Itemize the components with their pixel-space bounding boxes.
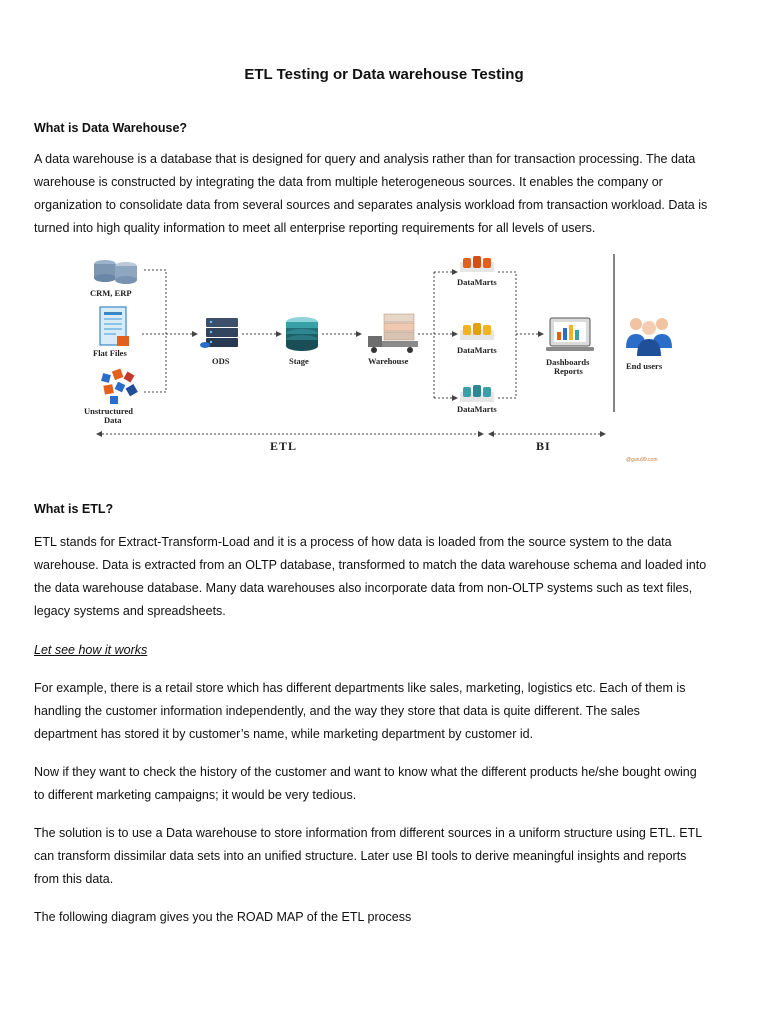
text-line: legacy systems and spreadsheets.: [34, 604, 226, 618]
heading-data-warehouse: What is Data Warehouse?: [34, 121, 188, 135]
text-line: handling the customer information independently, and the way they store that data is quite different. The sales: [34, 704, 640, 718]
arrowhead: [600, 431, 606, 437]
arrowhead: [538, 331, 544, 337]
users-icon: [626, 318, 672, 356]
paragraph-history: [34, 761, 734, 807]
text-line: turned into high quality information to meet all enterprise reporting requirements for all levels of users.: [34, 221, 596, 235]
label-unstructured: Unstructured: [84, 406, 133, 416]
page-title: ETL Testing or Data warehouse Testing: [244, 66, 524, 83]
paragraph-roadmap: The following diagram gives you the ROAD MAP of the ETL process: [34, 910, 412, 924]
text-line: can transform dissimilar data sets into an unified structure. Later use BI tools to derive meaningful insights and reports: [34, 849, 687, 863]
label-stage: Stage: [289, 356, 309, 366]
link-see-how-it-works[interactable]: Let see how it works: [34, 643, 148, 657]
text-line: the data warehouse database. Many data warehouses also incorporate data from non-OLTP systems such as text files,: [34, 581, 693, 595]
text-line: department has stored it by customer’s name, while marketing department by customer id.: [34, 727, 534, 741]
text-line: For example, there is a retail store which has different departments like sales, marketing, logistics etc. Each of them is: [34, 681, 686, 695]
text-line: to different marketing campaigns; it would be very tedious.: [34, 788, 357, 802]
cubes-icon: [460, 323, 494, 340]
document-icon: [100, 307, 129, 346]
server-icon: [200, 318, 238, 348]
label-ods: ODS: [212, 356, 230, 366]
text-line: The solution is to use a Data warehouse to store information from different sources in a uniform structure using ETL. ETL: [34, 826, 703, 840]
paragraph-data-warehouse: [34, 148, 734, 240]
text-line: from this data.: [34, 872, 114, 886]
label-end-users: End users: [626, 361, 663, 371]
source-bracket: [144, 270, 166, 392]
text-line: ETL stands for Extract-Transform-Load and it is a process of how data is loaded from the source system to the data: [34, 535, 672, 549]
arrowhead: [356, 331, 362, 337]
arrowhead: [478, 431, 484, 437]
text-line: warehouse is constructed by integrating the data from multiple heterogeneous sources. It enables the company or: [34, 175, 663, 189]
paragraph-etl: [34, 531, 734, 623]
arrowhead: [452, 395, 458, 401]
cubes-icon: [460, 385, 494, 402]
arrowhead: [192, 331, 198, 337]
paragraph-example: [34, 677, 734, 746]
arrowhead: [452, 269, 458, 275]
arrowhead: [276, 331, 282, 337]
monitor-icon: [546, 318, 594, 351]
label-dashboards: Dashboards: [546, 357, 590, 367]
paragraph-solution: [34, 822, 734, 891]
watermark: @guru99.com: [626, 457, 658, 463]
text-line: warehouse. Data is extracted from an OLTP database, transformed to match the data warehouse schema and loaded into: [34, 558, 707, 572]
blocks-icon: [101, 369, 138, 404]
label-crm-erp: CRM, ERP: [90, 288, 132, 298]
label-etl: ETL: [270, 439, 298, 453]
bi-bracket: [498, 272, 516, 398]
text-line: A data warehouse is a database that is designed for query and analysis rather than for transaction processing. The data: [34, 152, 696, 166]
text-line: Now if they want to check the history of the customer and want to know what the different products he/she bought owing: [34, 765, 697, 779]
heading-etl: What is ETL?: [34, 502, 114, 516]
database-icon: [94, 260, 137, 284]
label-datamarts-3: DataMarts: [457, 404, 497, 414]
text-line: organization to consolidate data from several sources and separates analysis workload from transaction workload. Data is: [34, 198, 708, 212]
arrowhead: [488, 431, 494, 437]
cubes-icon: [460, 256, 494, 272]
label-reports: Reports: [554, 366, 583, 376]
label-datamarts-2: DataMarts: [457, 345, 497, 355]
label-flat-files: Flat Files: [93, 348, 127, 358]
label-data: Data: [104, 415, 122, 425]
truck-icon: [368, 314, 418, 353]
label-datamarts-1: DataMarts: [457, 277, 497, 287]
label-bi: BI: [536, 439, 551, 453]
label-warehouse: Warehouse: [368, 356, 409, 366]
stack-icon: [286, 317, 318, 351]
arrowhead: [452, 331, 458, 337]
etl-diagram: [80, 252, 680, 468]
arrowhead: [96, 431, 102, 437]
